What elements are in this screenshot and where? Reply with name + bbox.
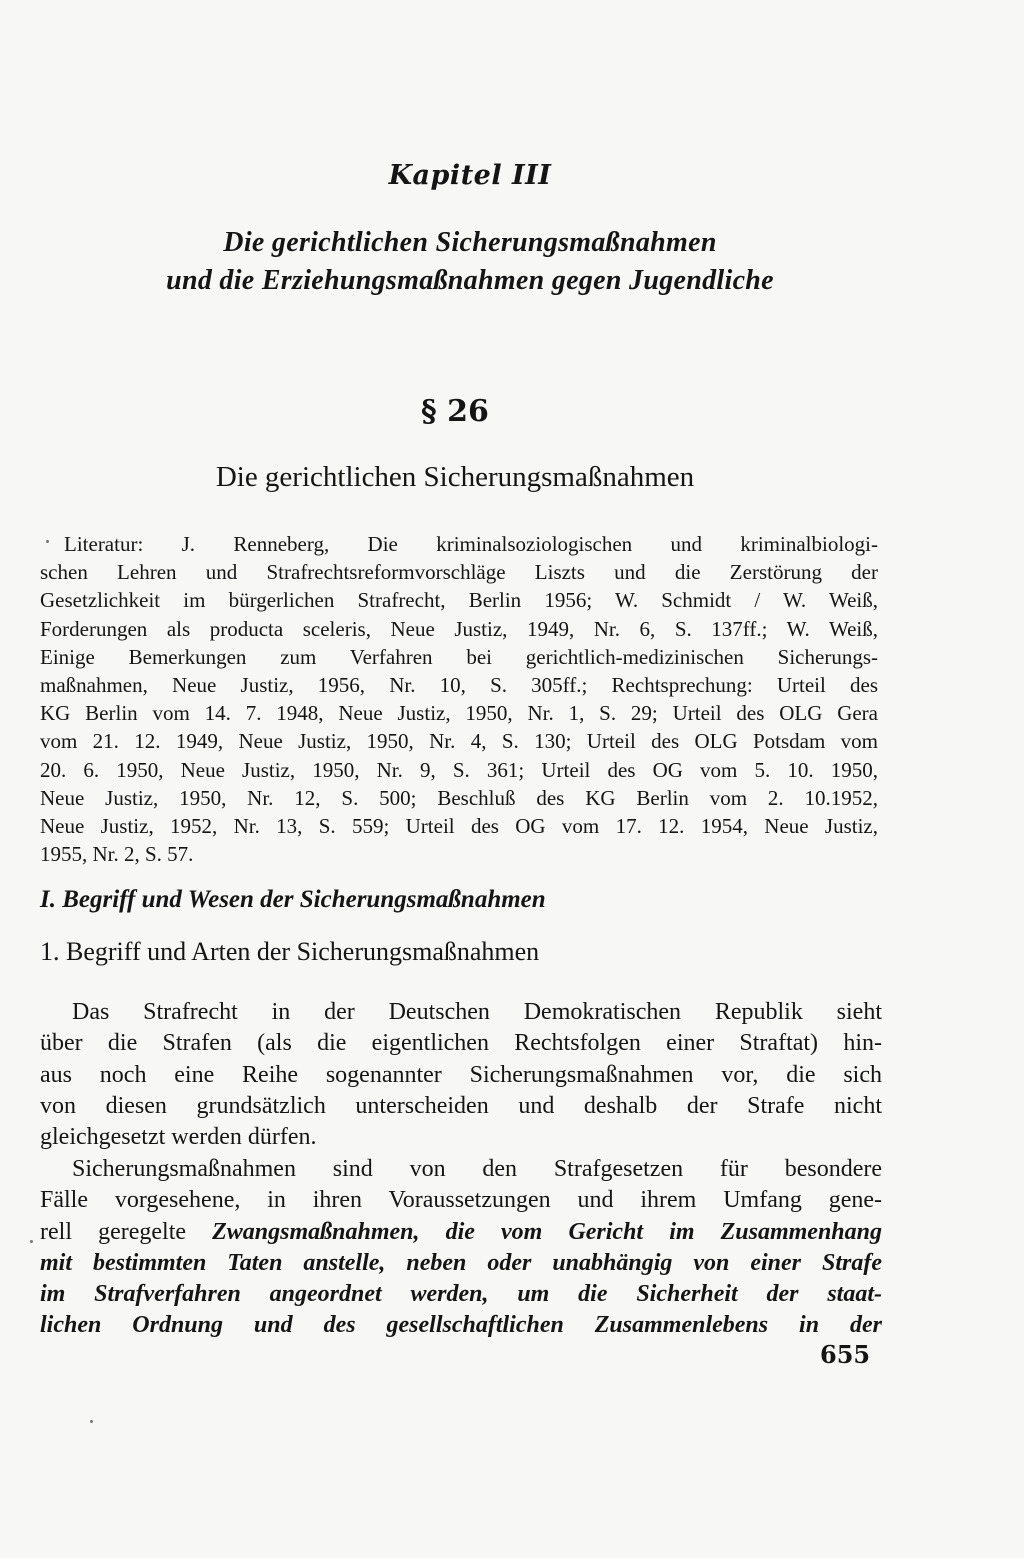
literature-line: Neue Justiz, 1952, Nr. 13, S. 559; Urteil des OG vom 17. 12. 1954, Neue Justiz,	[40, 814, 878, 839]
paragraph-1	[40, 997, 882, 1153]
paragraph-line: Das Strafrecht in der Deutschen Demokratischen Republik sieht	[72, 999, 882, 1025]
paragraph-text-plain: rell geregelte	[40, 1218, 213, 1245]
paragraph-text-emphasis: Zwangsmaßnahmen, die vom Gericht im Zusammenhang	[212, 1218, 882, 1245]
literature-line: Forderungen als producta sceleris, Neue Justiz, 1949, Nr. 6, S. 137ff.; W. Weiß,	[40, 616, 878, 641]
paragraph-line-emphasis: mit bestimmten Taten anstelle, neben oder unabhängig von einer Strafe	[40, 1249, 882, 1276]
chapter-label: Kapitel III	[388, 160, 552, 191]
literature-line: vom 21. 12. 1949, Neue Justiz, 1950, Nr. 4, S. 130; Urteil des OLG Potsdam vom	[40, 729, 878, 754]
paragraph-line-emphasis: lichen Ordnung und des gesellschaftlichen Zusammenlebens in der	[40, 1312, 882, 1339]
literature-line: Neue Justiz, 1950, Nr. 12, S. 500; Beschluß des KG Berlin vom 2. 10.1952,	[40, 785, 878, 810]
paragraph-line: über die Strafen (als die eigentlichen Rechtsfolgen einer Straftat) hin-	[40, 1030, 882, 1057]
literature-line: 1955, Nr. 2, S. 57.	[40, 842, 194, 867]
paragraph-line: Fälle vorgesehene, in ihren Voraussetzungen und ihrem Umfang gene-	[40, 1187, 882, 1214]
paragraph-2	[40, 1154, 882, 1342]
paragraph-line: gleichgesetzt werden dürfen.	[40, 1124, 317, 1151]
literature-line: Einige Bemerkungen zum Verfahren bei gerichtlich-medizinischen Sicherungs-	[40, 644, 878, 669]
paragraph-line: von diesen grundsätzlich unterscheiden und deshalb der Strafe nicht	[40, 1092, 882, 1119]
subsection-heading-2: 1. Begriff und Arten der Sicherungsmaßnahmen	[40, 937, 540, 966]
literature-line: KG Berlin vom 14. 7. 1948, Neue Justiz, 1950, Nr. 1, S. 29; Urteil des OLG Gera	[40, 701, 878, 726]
literature-line: schen Lehren und Strafrechtsreformvorschläge Liszts und die Zerstörung der	[40, 560, 878, 585]
literature-line: Gesetzlichkeit im bürgerlichen Strafrecht, Berlin 1956; W. Schmidt / W. Weiß,	[40, 588, 878, 613]
literature-line: Literatur: J. Renneberg, Die kriminalsoziologischen und kriminalbiologi-	[64, 532, 878, 556]
paragraph-line: Sicherungsmaßnahmen sind von den Strafgesetzen für besondere	[72, 1156, 882, 1182]
print-speck	[46, 540, 49, 543]
chapter-title-line-2: und die Erziehungsmaßnahmen gegen Jugendliche	[166, 265, 774, 296]
print-speck	[30, 1240, 33, 1243]
paragraph-line: aus noch eine Reihe sogenannter Sicherungsmaßnahmen vor, die sich	[40, 1061, 882, 1088]
section-number: § 26	[421, 394, 489, 429]
literature-line: 20. 6. 1950, Neue Justiz, 1950, Nr. 9, S. 361; Urteil des OG vom 5. 10. 1950,	[40, 757, 878, 782]
subsection-heading-1: I. Begriff und Wesen der Sicherungsmaßnahmen	[40, 886, 546, 913]
print-speck	[90, 1420, 93, 1423]
chapter-title-line-1: Die gerichtlichen Sicherungsmaßnahmen	[223, 227, 717, 258]
page-number: 655	[820, 1340, 871, 1369]
paragraph-line-emphasis: im Strafverfahren angeordnet werden, um die Sicherheit der staat-	[40, 1281, 882, 1308]
literature-line: maßnahmen, Neue Justiz, 1956, Nr. 10, S. 305ff.; Rechtsprechung: Urteil des	[40, 673, 878, 698]
paragraph-line-mixed	[40, 1217, 882, 1248]
literature-block	[40, 530, 878, 868]
section-title: Die gerichtlichen Sicherungsmaßnahmen	[215, 461, 695, 493]
